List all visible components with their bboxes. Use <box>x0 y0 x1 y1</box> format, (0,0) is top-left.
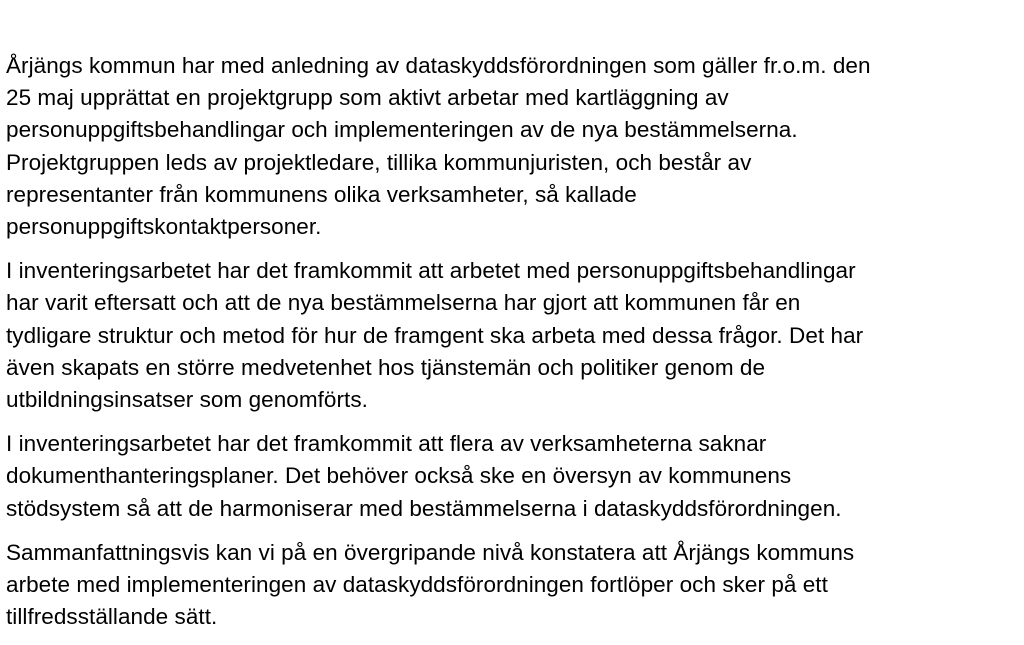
text-line: Projektgruppen leds av projektledare, tillika kommunjuristen, och består av <box>6 149 752 175</box>
text-line: tillfredsställande sätt. <box>6 604 218 630</box>
document-body <box>6 50 1024 645</box>
text-line: I inventeringsarbetet har det framkommit att arbetet med personuppgiftsbehandlingar <box>6 258 856 284</box>
paragraph-summary <box>6 537 1024 634</box>
text-line: även skapats en större medvetenhet hos tjänstemän och politiker genom de <box>6 354 766 380</box>
text-line: Årjängs kommun har med anledning av dataskyddsförordningen som gäller fr.o.m. den <box>6 53 871 78</box>
text-line: utbildningsinsatser som genomförts. <box>6 387 368 413</box>
text-line: 25 maj upprättat en projektgrupp som aktivt arbetar med kartläggning av <box>6 85 729 111</box>
text-line: har varit eftersatt och att de nya bestämmelserna har gjort att kommunen får en <box>6 290 801 316</box>
text-line: representanter från kommunens olika verksamheter, så kallade <box>6 181 637 207</box>
paragraph-document-plans <box>6 428 1024 525</box>
text-line: I inventeringsarbetet har det framkommit att flera av verksamheterna saknar <box>6 431 767 457</box>
paragraph-inventory-findings <box>6 255 1024 416</box>
paragraph-project-group <box>6 50 1024 243</box>
text-line: personuppgiftsbehandlingar och implementeringen av de nya bestämmelserna. <box>6 117 798 143</box>
text-line: Sammanfattningsvis kan vi på en övergripande nivå konstatera att Årjängs kommuns <box>6 539 855 565</box>
text-line: arbete med implementeringen av dataskyddsförordningen fortlöper och sker på ett <box>6 572 828 598</box>
text-line: stödsystem så att de harmoniserar med bestämmelserna i dataskyddsförordningen. <box>6 495 842 521</box>
text-line: personuppgiftskontaktpersoner. <box>6 214 322 240</box>
text-line: dokumenthanteringsplaner. Det behöver också ske en översyn av kommunens <box>6 463 792 489</box>
text-line: tydligare struktur och metod för hur de framgent ska arbeta med dessa frågor. Det har <box>6 322 864 348</box>
